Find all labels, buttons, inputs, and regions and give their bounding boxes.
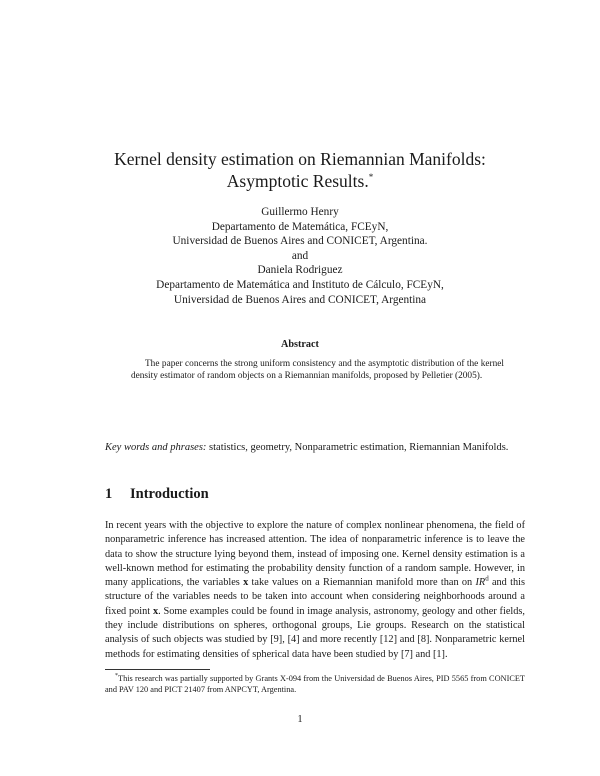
author-2-univ: Universidad de Buenos Aires and CONICET, Argentina: [173, 293, 427, 306]
intro-var-x-2: x: [152, 605, 159, 617]
intro-rd-sup: d: [485, 574, 489, 583]
intro-text-4: . Some examples could be found in image analysis, astronomy, geology and other fields, they include distributions on spheres, orthogonal groups, Lie groups. Research on the statistical analysis of such objects was studied by [9], [4] and more recently [12] and [8]. Nonparametric kernel methods for estimating densities of spherical data have been studied by [7] and [1].: [105, 605, 526, 660]
author-separator: and: [291, 249, 309, 262]
footnote-rule: [105, 669, 210, 670]
title-footnote-marker: *: [368, 172, 374, 183]
footnote: [105, 673, 525, 695]
author-1-name: Guillermo Henry: [261, 206, 339, 218]
intro-text-2: take values on a Riemannian manifold more than on: [251, 577, 473, 589]
intro-paragraph: [105, 519, 525, 662]
abstract-heading: Abstract: [281, 339, 319, 350]
title-line-1: Kernel density estimation on Riemannian Manifolds:: [114, 149, 486, 169]
section-number: 1: [105, 486, 113, 502]
keywords-label: Key words and phrases:: [105, 442, 207, 453]
page-number: 1: [297, 714, 303, 725]
intro-text-3: and this structure of the variables needs to be taken into account when considering neighborhoods around a fixed point: [105, 577, 525, 617]
author-2-dept: Departamento de Matemática and Instituto de Cálculo, FCEyN,: [156, 278, 444, 291]
keywords-text: statistics, geometry, Nonparametric estimation, Riemannian Manifolds.: [209, 442, 509, 453]
section-title: Introduction: [130, 486, 209, 502]
footnote-text: This research was partially supported by Grants X-094 from the Universidad de Buenos Aires, PID 5565 from CONICET and PAV 120 and PICT 21407 from ANPCYT, Argentina.: [105, 674, 525, 694]
intro-rd-base: IR: [475, 577, 486, 589]
footnote-marker: *: [115, 673, 118, 680]
intro-text-1: In recent years with the objective to explore the nature of complex nonlinear phenomena, the field of nonparametric inference has increased attention. The idea of nonparametric inference is to leave the data to show the structure lying beyond them, instead of imposing one. Kernel density estimation is a well-known method for estimating the probability density function of a random sample. However, in many applications, the variables: [105, 520, 525, 589]
author-block: [0, 205, 600, 307]
paper-title: [0, 148, 600, 192]
author-1-univ: Universidad de Buenos Aires and CONICET, Argentina.: [172, 235, 428, 248]
author-1-dept: Departamento de Matemática, FCEyN,: [211, 220, 389, 233]
author-2-name: Daniela Rodriguez: [257, 264, 343, 277]
title-line-2: [0, 170, 600, 192]
section-heading: [105, 486, 209, 503]
keywords: [105, 441, 525, 455]
intro-var-x-1: x: [243, 577, 249, 589]
abstract-body: The paper concerns the strong uniform consistency and the asymptotic distribution of the kernel density estimator of random objects on a Riemannian manifolds, proposed by Pelletier (2005).: [131, 359, 504, 382]
title-line-2-text: Asymptotic Results.: [226, 171, 369, 191]
